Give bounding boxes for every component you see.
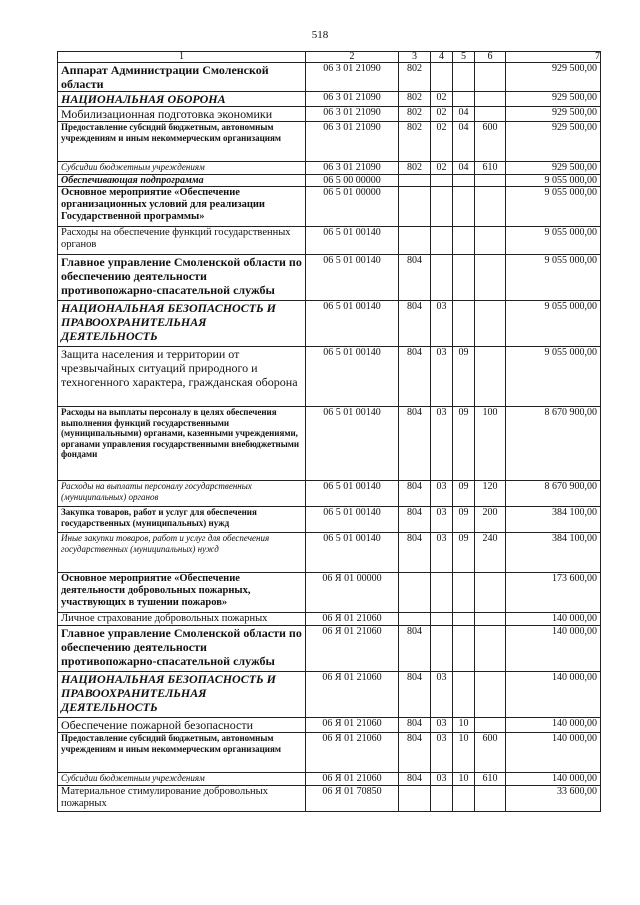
target-article-code-cell: 06 5 01 00140 <box>306 255 399 301</box>
expense-type-code-cell <box>475 107 506 122</box>
table-row <box>58 122 601 162</box>
section-code-cell: 03 <box>431 533 453 573</box>
expense-type-code-cell <box>475 187 506 227</box>
target-article-code-cell: 06 3 01 21090 <box>306 63 399 92</box>
department-code-cell: 804 <box>399 407 431 481</box>
target-article-code-cell: 06 3 01 21090 <box>306 122 399 162</box>
target-article-code-cell: 06 Я 01 21060 <box>306 718 399 733</box>
amount-cell: 929 500,00 <box>506 107 601 122</box>
target-article-code-cell: 06 5 01 00140 <box>306 481 399 507</box>
item-name-cell: Обеспечение пожарной безопасности <box>58 718 306 733</box>
header-cell: 6 <box>475 52 506 63</box>
item-name-cell: Субсидии бюджетным учреждениям <box>58 162 306 175</box>
subsection-code-cell <box>453 613 475 626</box>
expense-type-code-cell <box>475 626 506 672</box>
table-row <box>58 255 601 301</box>
amount-cell: 929 500,00 <box>506 63 601 92</box>
section-code-cell <box>431 785 453 811</box>
department-code-cell: 802 <box>399 92 431 107</box>
subsection-code-cell: 09 <box>453 507 475 533</box>
subsection-code-cell <box>453 227 475 255</box>
target-article-code-cell: 06 5 01 00000 <box>306 187 399 227</box>
target-article-code-cell: 06 Я 01 21060 <box>306 672 399 718</box>
amount-cell: 140 000,00 <box>506 672 601 718</box>
section-code-cell: 02 <box>431 92 453 107</box>
expense-type-code-cell <box>475 785 506 811</box>
table-row <box>58 481 601 507</box>
section-code-cell: 02 <box>431 122 453 162</box>
expense-type-code-cell <box>475 63 506 92</box>
department-code-cell: 804 <box>399 255 431 301</box>
section-code-cell: 03 <box>431 347 453 407</box>
amount-cell: 140 000,00 <box>506 733 601 773</box>
amount-cell: 9 055 000,00 <box>506 301 601 347</box>
subsection-code-cell: 09 <box>453 533 475 573</box>
subsection-code-cell <box>453 301 475 347</box>
amount-cell: 384 100,00 <box>506 507 601 533</box>
expense-type-code-cell <box>475 573 506 613</box>
section-code-cell <box>431 174 453 187</box>
table-row <box>58 533 601 573</box>
section-code-cell: 03 <box>431 718 453 733</box>
item-name-cell: Расходы на обеспечение функций государственных органов <box>58 227 306 255</box>
item-name-cell: Предоставление субсидий бюджетным, автономным учреждениям и иным некоммерческим организациям <box>58 733 306 773</box>
table-row <box>58 407 601 481</box>
table-row <box>58 301 601 347</box>
item-name-cell: НАЦИОНАЛЬНАЯ БЕЗОПАСНОСТЬ И ПРАВООХРАНИТЕЛЬНАЯ ДЕЯТЕЛЬНОСТЬ <box>58 672 306 718</box>
amount-cell: 929 500,00 <box>506 92 601 107</box>
item-name-cell: НАЦИОНАЛЬНАЯ БЕЗОПАСНОСТЬ И ПРАВООХРАНИТЕЛЬНАЯ ДЕЯТЕЛЬНОСТЬ <box>58 301 306 347</box>
item-name-cell: Субсидии бюджетным учреждениям <box>58 773 306 786</box>
item-name-cell: Главное управление Смоленской области по обеспечению деятельности противопожарно-спасательной службы <box>58 255 306 301</box>
header-row <box>58 52 601 63</box>
item-name-cell: Основное мероприятие «Обеспечение деятельности добровольных пожарных, участвующих в тушении пожаров» <box>58 573 306 613</box>
item-name-cell: Аппарат Администрации Смоленской области <box>58 63 306 92</box>
expense-type-code-cell <box>475 672 506 718</box>
subsection-code-cell: 10 <box>453 718 475 733</box>
amount-cell: 33 600,00 <box>506 785 601 811</box>
table-row <box>58 107 601 122</box>
expense-type-code-cell: 610 <box>475 162 506 175</box>
amount-cell: 140 000,00 <box>506 773 601 786</box>
item-name-cell: Расходы на выплаты персоналу в целях обеспечения выполнения функций государственными (муниципальными) органами, казенными учреждениями, органами управления государственными внебюджетными фондами <box>58 407 306 481</box>
table-row <box>58 672 601 718</box>
expense-type-code-cell: 610 <box>475 773 506 786</box>
section-code-cell <box>431 626 453 672</box>
target-article-code-cell: 06 5 01 00140 <box>306 301 399 347</box>
item-name-cell: Личное страхование добровольных пожарных <box>58 613 306 626</box>
subsection-code-cell: 10 <box>453 773 475 786</box>
expense-type-code-cell <box>475 174 506 187</box>
table-row <box>58 227 601 255</box>
target-article-code-cell: 06 Я 01 21060 <box>306 626 399 672</box>
department-code-cell: 804 <box>399 347 431 407</box>
amount-cell: 140 000,00 <box>506 626 601 672</box>
header-cell: 4 <box>431 52 453 63</box>
table-row <box>58 573 601 613</box>
header-cell: 7 <box>506 52 601 63</box>
target-article-code-cell: 06 5 01 00140 <box>306 227 399 255</box>
subsection-code-cell: 04 <box>453 162 475 175</box>
section-code-cell: 02 <box>431 162 453 175</box>
section-code-cell: 03 <box>431 407 453 481</box>
subsection-code-cell: 09 <box>453 481 475 507</box>
section-code-cell <box>431 187 453 227</box>
target-article-code-cell: 06 3 01 21090 <box>306 162 399 175</box>
department-code-cell <box>399 613 431 626</box>
expense-type-code-cell: 120 <box>475 481 506 507</box>
amount-cell: 140 000,00 <box>506 718 601 733</box>
target-article-code-cell: 06 5 01 00140 <box>306 407 399 481</box>
subsection-code-cell <box>453 92 475 107</box>
section-code-cell: 02 <box>431 107 453 122</box>
expense-type-code-cell: 100 <box>475 407 506 481</box>
department-code-cell: 804 <box>399 626 431 672</box>
subsection-code-cell: 09 <box>453 347 475 407</box>
subsection-code-cell: 10 <box>453 733 475 773</box>
department-code-cell: 802 <box>399 162 431 175</box>
item-name-cell: Защита населения и территории от чрезвычайных ситуаций природного и техногенного характера, гражданская оборона <box>58 347 306 407</box>
department-code-cell: 804 <box>399 773 431 786</box>
target-article-code-cell: 06 5 00 00000 <box>306 174 399 187</box>
target-article-code-cell: 06 5 01 00140 <box>306 507 399 533</box>
amount-cell: 9 055 000,00 <box>506 174 601 187</box>
expense-type-code-cell: 600 <box>475 122 506 162</box>
subsection-code-cell <box>453 187 475 227</box>
amount-cell: 9 055 000,00 <box>506 187 601 227</box>
amount-cell: 8 670 900,00 <box>506 481 601 507</box>
subsection-code-cell <box>453 255 475 301</box>
item-name-cell: Мобилизационная подготовка экономики <box>58 107 306 122</box>
item-name-cell: Иные закупки товаров, работ и услуг для обеспечения государственных (муниципальных) нужд <box>58 533 306 573</box>
section-code-cell <box>431 613 453 626</box>
department-code-cell <box>399 187 431 227</box>
header-cell: 3 <box>399 52 431 63</box>
subsection-code-cell <box>453 785 475 811</box>
target-article-code-cell: 06 5 01 00140 <box>306 533 399 573</box>
department-code-cell <box>399 227 431 255</box>
subsection-code-cell <box>453 63 475 92</box>
department-code-cell: 804 <box>399 733 431 773</box>
item-name-cell: Предоставление субсидий бюджетным, автономным учреждениям и иным некоммерческим организациям <box>58 122 306 162</box>
amount-cell: 8 670 900,00 <box>506 407 601 481</box>
section-code-cell: 03 <box>431 733 453 773</box>
subsection-code-cell <box>453 626 475 672</box>
section-code-cell: 03 <box>431 301 453 347</box>
department-code-cell: 804 <box>399 301 431 347</box>
page-number: 518 <box>311 29 329 41</box>
item-name-cell: Главное управление Смоленской области по обеспечению деятельности противопожарно-спасательной службы <box>58 626 306 672</box>
item-name-cell: Обеспечивающая подпрограмма <box>58 174 306 187</box>
section-code-cell <box>431 63 453 92</box>
header-cell: 5 <box>453 52 475 63</box>
item-name-cell: Расходы на выплаты персоналу государственных (муниципальных) органов <box>58 481 306 507</box>
section-code-cell <box>431 227 453 255</box>
amount-cell: 173 600,00 <box>506 573 601 613</box>
table-row <box>58 347 601 407</box>
table-row <box>58 187 601 227</box>
expense-type-code-cell: 200 <box>475 507 506 533</box>
amount-cell: 384 100,00 <box>506 533 601 573</box>
subsection-code-cell: 04 <box>453 122 475 162</box>
target-article-code-cell: 06 Я 01 00000 <box>306 573 399 613</box>
department-code-cell <box>399 573 431 613</box>
target-article-code-cell: 06 3 01 21090 <box>306 107 399 122</box>
table-row <box>58 613 601 626</box>
expense-type-code-cell <box>475 92 506 107</box>
table-row <box>58 773 601 786</box>
target-article-code-cell: 06 5 01 00140 <box>306 347 399 407</box>
section-code-cell: 03 <box>431 481 453 507</box>
table-row <box>58 785 601 811</box>
expense-type-code-cell <box>475 255 506 301</box>
section-code-cell: 03 <box>431 507 453 533</box>
department-code-cell: 804 <box>399 672 431 718</box>
table-row <box>58 174 601 187</box>
department-code-cell <box>399 174 431 187</box>
section-code-cell <box>431 573 453 613</box>
item-name-cell: Материальное стимулирование добровольных пожарных <box>58 785 306 811</box>
target-article-code-cell: 06 Я 01 21060 <box>306 613 399 626</box>
amount-cell: 929 500,00 <box>506 122 601 162</box>
department-code-cell: 802 <box>399 63 431 92</box>
department-code-cell: 804 <box>399 718 431 733</box>
expense-type-code-cell <box>475 613 506 626</box>
table-row <box>58 507 601 533</box>
item-name-cell: НАЦИОНАЛЬНАЯ ОБОРОНА <box>58 92 306 107</box>
section-code-cell: 03 <box>431 672 453 718</box>
department-code-cell: 804 <box>399 533 431 573</box>
header-cell: 1 <box>58 52 306 63</box>
header-cell: 2 <box>306 52 399 63</box>
table-row <box>58 92 601 107</box>
department-code-cell <box>399 785 431 811</box>
department-code-cell: 804 <box>399 507 431 533</box>
table-row <box>58 733 601 773</box>
amount-cell: 929 500,00 <box>506 162 601 175</box>
expense-type-code-cell: 240 <box>475 533 506 573</box>
expense-type-code-cell <box>475 301 506 347</box>
subsection-code-cell <box>453 174 475 187</box>
budget-table <box>57 51 601 812</box>
subsection-code-cell <box>453 573 475 613</box>
amount-cell: 140 000,00 <box>506 613 601 626</box>
target-article-code-cell: 06 3 01 21090 <box>306 92 399 107</box>
expense-type-code-cell <box>475 347 506 407</box>
subsection-code-cell <box>453 672 475 718</box>
amount-cell: 9 055 000,00 <box>506 255 601 301</box>
table-row <box>58 63 601 92</box>
department-code-cell: 804 <box>399 481 431 507</box>
item-name-cell: Основное мероприятие «Обеспечение организационных условий для реализации Государственной программы» <box>58 187 306 227</box>
department-code-cell: 802 <box>399 122 431 162</box>
expense-type-code-cell <box>475 227 506 255</box>
table-row <box>58 718 601 733</box>
target-article-code-cell: 06 Я 01 21060 <box>306 773 399 786</box>
expense-type-code-cell: 600 <box>475 733 506 773</box>
table-row <box>58 162 601 175</box>
department-code-cell: 802 <box>399 107 431 122</box>
expense-type-code-cell <box>475 718 506 733</box>
target-article-code-cell: 06 Я 01 70850 <box>306 785 399 811</box>
target-article-code-cell: 06 Я 01 21060 <box>306 733 399 773</box>
subsection-code-cell: 04 <box>453 107 475 122</box>
table-row <box>58 626 601 672</box>
item-name-cell: Закупка товаров, работ и услуг для обеспечения государственных (муниципальных) нужд <box>58 507 306 533</box>
section-code-cell: 03 <box>431 773 453 786</box>
amount-cell: 9 055 000,00 <box>506 347 601 407</box>
section-code-cell <box>431 255 453 301</box>
subsection-code-cell: 09 <box>453 407 475 481</box>
amount-cell: 9 055 000,00 <box>506 227 601 255</box>
